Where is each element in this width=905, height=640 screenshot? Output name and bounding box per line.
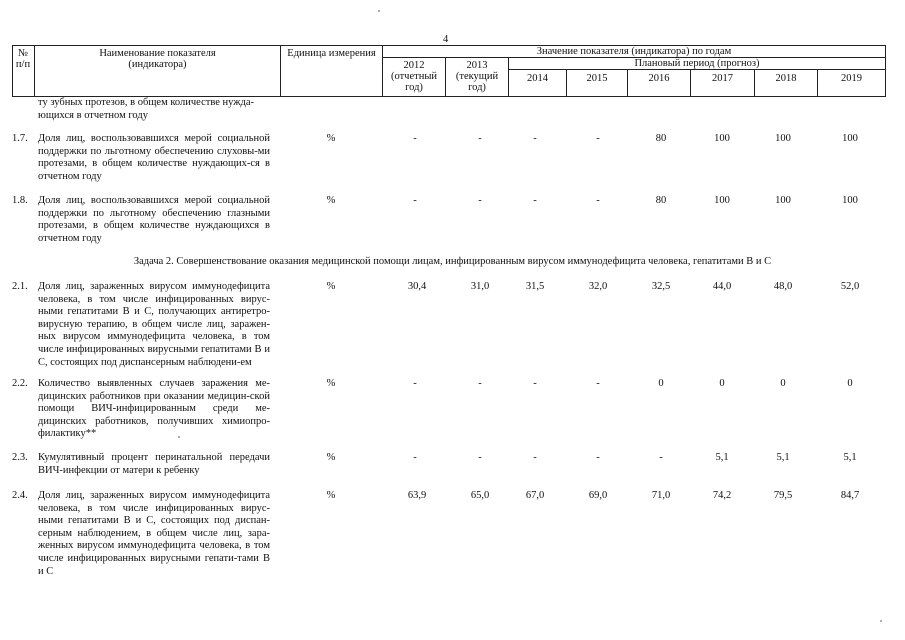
header-2019: 2019 [841, 73, 862, 84]
value-2015: 69,0 [588, 490, 608, 501]
value-2012: - [413, 452, 417, 463]
row-name: Доля лиц, воспользовавшихся мерой социальной поддержки по льготному обеспечению глазными протезами, в общем количестве нуждающихся в отчетном году [38, 195, 270, 244]
row-unit: % [326, 281, 336, 292]
value-2013: - [478, 378, 482, 389]
value-2015: 32,0 [588, 281, 608, 292]
value-2015: - [596, 378, 600, 389]
row-unit: % [326, 378, 336, 389]
value-2014: - [533, 378, 537, 389]
value-2014: - [533, 133, 537, 144]
row-number: 1.8. [12, 195, 28, 206]
value-2014: - [533, 452, 537, 463]
value-2012: - [413, 195, 417, 206]
value-2014: 67,0 [525, 490, 545, 501]
header-2013: 2013 (текущий год) [455, 60, 499, 93]
value-2016: 80 [655, 133, 667, 144]
header-2017: 2017 [712, 73, 733, 84]
header-2015: 2015 [586, 73, 608, 84]
value-2019: 84,7 [840, 490, 860, 501]
value-2019: 5,1 [843, 452, 857, 463]
header-2014: 2014 [527, 73, 548, 84]
value-2018: 100 [775, 195, 791, 206]
value-2014: - [533, 195, 537, 206]
value-2019: 100 [842, 195, 858, 206]
header-2012: 2012 (отчетный год) [390, 60, 438, 93]
value-2014: 31,5 [525, 281, 545, 292]
value-2012: 63,9 [407, 490, 427, 501]
value-2013: - [478, 195, 482, 206]
value-2017: 0 [719, 378, 725, 389]
value-2017: 74,2 [712, 490, 732, 501]
header-2016: 2016 [648, 73, 670, 84]
value-2016: 32,5 [651, 281, 671, 292]
value-2017: 44,0 [712, 281, 732, 292]
value-2012: - [413, 378, 417, 389]
row-number: 2.2. [12, 378, 28, 389]
row-unit: % [326, 133, 336, 144]
row-unit: % [326, 452, 336, 463]
value-2019: 0 [847, 378, 853, 389]
value-2013: - [478, 133, 482, 144]
row-number: 2.3. [12, 452, 28, 463]
value-2013: 31,0 [470, 281, 490, 292]
scan-speck [880, 620, 882, 622]
header-plan-period: Плановый период (прогноз) [634, 58, 760, 69]
row-name: Доля лиц, воспользовавшихся мерой социальной поддержки по льготному обеспечению слуховы-ми протезами, в общем количестве нуждающих-ся в отчетном году [38, 133, 270, 182]
row-number: 2.4. [12, 490, 28, 501]
value-2015: - [596, 195, 600, 206]
value-2016: - [659, 452, 663, 463]
row-name: Кумулятивный процент перинатальной передачи ВИЧ-инфекции от матери к ребенку [38, 452, 270, 476]
continuation-text: ту зубных протезов, в общем количестве нужда- ющихся в отчетном году [38, 97, 255, 121]
header-values-title: Значение показателя (индикатора) по годам [536, 46, 732, 57]
row-name: Доля лиц, зараженных вирусом иммунодефицита человека, в том числе инфицированных вирус-ными гепатитами B и C, получающих антиретро-вирусную терапию, в общем числе лиц, заражен-ных вирусом иммунодефицита человека, в том числе инфицированных вирусными гепатитами B и C, состоящих под диспансерным наблюдени-ем [38, 281, 270, 368]
value-2016: 71,0 [651, 490, 671, 501]
row-number: 1.7. [12, 133, 28, 144]
value-2015: - [596, 452, 600, 463]
header-hline-plan [508, 69, 885, 70]
value-2013: 65,0 [470, 490, 490, 501]
page-number: 4 [443, 34, 449, 45]
value-2015: - [596, 133, 600, 144]
scan-speck [178, 436, 180, 438]
row-unit: % [326, 195, 336, 206]
value-2016: 80 [655, 195, 667, 206]
value-2012: - [413, 133, 417, 144]
row-name: Количество выявленных случаев заражения ме-дицинских работников при оказании медицин-ской помощи ВИЧ-инфицированным среди ме-дицинских работников, получивших химиопро-филактику** [38, 378, 270, 440]
value-2018: 100 [775, 133, 791, 144]
task-2-heading: Задача 2. Совершенствование оказания медицинской помощи лицам, инфицированным вирусом иммунодефицита человека, гепатитами B и C [133, 256, 772, 267]
scan-speck [378, 10, 380, 12]
header-2018: 2018 [775, 73, 797, 84]
row-number: 2.1. [12, 281, 28, 292]
value-2018: 48,0 [773, 281, 793, 292]
value-2019: 52,0 [840, 281, 860, 292]
value-2018: 79,5 [773, 490, 793, 501]
value-2016: 0 [658, 378, 664, 389]
value-2017: 100 [714, 133, 730, 144]
value-2018: 0 [780, 378, 786, 389]
row-unit: % [326, 490, 336, 501]
value-2013: - [478, 452, 482, 463]
value-2019: 100 [842, 133, 858, 144]
header-unit: Единица измерения [287, 48, 376, 59]
header-num: № п/п [15, 48, 31, 70]
value-2018: 5,1 [776, 452, 790, 463]
value-2017: 5,1 [715, 452, 729, 463]
value-2012: 30,4 [407, 281, 427, 292]
header-name: Наименование показателя (индикатора) [99, 48, 216, 70]
value-2017: 100 [714, 195, 730, 206]
row-name: Доля лиц, зараженных вирусом иммунодефицита человека, в том числе инфицированных вирус-ными гепатитами B и C, состоящих под диспан-серным наблюдением, в общем числе лиц, зара-женных вирусом иммунодефицита человека, в том числе инфицированных вирусными гепати-тами B и C [38, 490, 270, 577]
